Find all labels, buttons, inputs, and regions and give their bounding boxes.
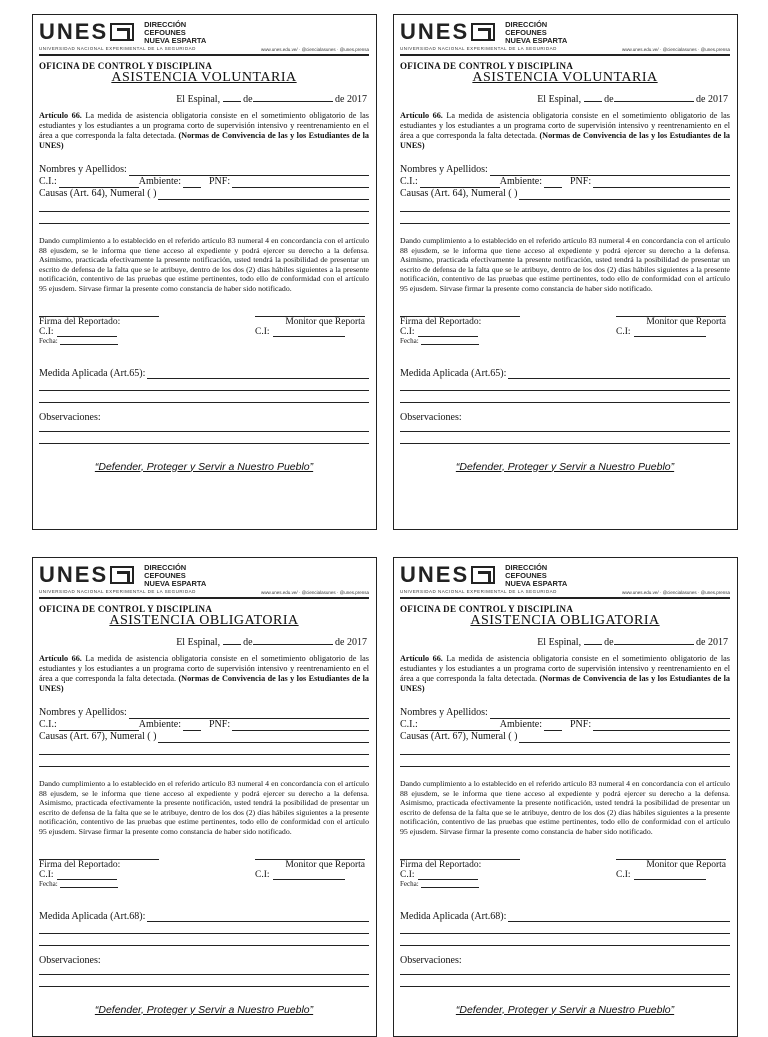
article-number: Artículo 66. — [400, 111, 443, 120]
direction-block — [505, 564, 567, 588]
direction-block — [144, 564, 206, 588]
names-label: Nombres y Apellidos: — [39, 707, 127, 718]
article-reference: (Normas de Convivencia de las y los Estudiantes de la UNES) — [39, 131, 369, 150]
reported-signature-label: Firma del Reportado: — [39, 859, 121, 870]
observaciones-block — [39, 412, 369, 444]
names-label: Nombres y Apellidos: — [400, 164, 488, 175]
direction-line-1: DIRECCIÓN — [144, 563, 187, 572]
observaciones-label: Observaciones: — [400, 954, 462, 966]
motto: “Defender, Proteger y Servir a Nuestro Pueblo” — [94, 460, 314, 473]
form-header — [400, 564, 730, 602]
fecha-label: Fecha: — [400, 879, 419, 888]
pnf-label: PNF: — [209, 176, 231, 187]
monitor-ci-label: C.I: — [616, 326, 631, 337]
direction-line-3: NUEVA ESPARTA — [144, 579, 207, 588]
unes-logo-icon — [110, 566, 134, 584]
day-field[interactable] — [223, 635, 241, 645]
medida-label: Medida Aplicada (Art.68): — [400, 910, 507, 922]
observaciones-line-2[interactable] — [39, 975, 369, 987]
fecha-field[interactable] — [421, 337, 479, 345]
form-title: ASISTENCIA VOLUNTARIA — [472, 70, 658, 85]
medida-block — [39, 911, 369, 946]
monitor-ci-label: C.I: — [616, 869, 631, 880]
medida-line-3[interactable] — [39, 934, 369, 946]
pnf-label: PNF: — [209, 719, 231, 730]
causas-line-2[interactable] — [400, 200, 730, 212]
header-divider — [39, 597, 369, 599]
direction-line-2: CEFOUNES — [144, 571, 186, 580]
student-fields — [39, 164, 369, 224]
unes-logo-icon — [471, 23, 495, 41]
reported-signature-label: Firma del Reportado: — [400, 859, 482, 870]
pnf-field[interactable] — [232, 178, 369, 188]
ambiente-label: Ambiente: — [499, 719, 542, 730]
form-header — [39, 564, 369, 602]
monitor-label: Monitor que Reporta — [285, 316, 365, 327]
monitor-label: Monitor que Reporta — [646, 316, 726, 327]
reported-signature-label: Firma del Reportado: — [400, 316, 482, 327]
observaciones-label: Observaciones: — [39, 954, 101, 966]
direction-line-2: CEFOUNES — [505, 28, 547, 37]
social-links: www.unes.edu.ve/ · @ciencialasunes · @unes.prensa — [261, 47, 369, 52]
article-reference: (Normas de Convivencia de las y los Estudiantes de la UNES) — [39, 674, 369, 693]
notification-text: Dando cumplimiento a lo establecido en el referido artículo 83 numeral 4 en concordancia con el artículo 88 ejusdem, se le informa que tiene acceso al expediente y podrá ejercer su derecho a la defensa. Asimismo, practicada efectivamente la presente notificación, usted tendrá la posibilidad de presentar un escrito de defensa de la falta que se le atribuye, dentro de los dos (2) días hábiles siguientes a la presente notificación, contentivo de las pruebas que estime pertinentes, todo ello de conformidad con el artículo 95 ejusdem. Sírvase firmar la presente como constancia de haber sido notificado. — [39, 236, 369, 293]
article-reference: (Normas de Convivencia de las y los Estudiantes de la UNES) — [400, 674, 730, 693]
social-links: www.unes.edu.ve/ · @ciencialasunes · @unes.prensa — [261, 590, 369, 595]
ci-field[interactable] — [59, 721, 139, 731]
place-label: El Espinal, — [176, 94, 221, 105]
medida-block — [400, 368, 730, 403]
ci-label: C.I.: — [39, 176, 57, 187]
direction-line-3: NUEVA ESPARTA — [144, 36, 207, 45]
form-card-3 — [32, 557, 377, 1037]
causas-line-2[interactable] — [39, 743, 369, 755]
signature-block — [400, 316, 730, 358]
direction-line-1: DIRECCIÓN — [144, 20, 187, 29]
month-field[interactable] — [614, 92, 694, 102]
form-card-2 — [393, 14, 738, 530]
medida-label: Medida Aplicada (Art.65): — [400, 367, 507, 379]
office-name: OFICINA DE CONTROL Y DISCIPLINA — [400, 604, 574, 614]
reported-ci-label: C.I: — [400, 326, 415, 337]
article-body: La medida de asistencia obligatoria consiste en el sometimiento obligatorio de las estudiantes y los estudiantes a un programa corto de supervisión intensivo y reentrenamiento en el área a que corresponda la falta detectada. — [400, 111, 730, 140]
form-card-4 — [393, 557, 738, 1037]
ambiente-label: Ambiente: — [499, 176, 542, 187]
office-name: OFICINA DE CONTROL Y DISCIPLINA — [400, 61, 574, 71]
year-label: de 2017 — [696, 94, 728, 105]
names-label: Nombres y Apellidos: — [400, 707, 488, 718]
monitor-ci-label: C.I: — [255, 869, 270, 880]
header-divider — [400, 54, 730, 56]
pnf-label: PNF: — [570, 719, 592, 730]
medida-line-2[interactable] — [39, 922, 369, 934]
year-label: de 2017 — [335, 94, 367, 105]
observaciones-label: Observaciones: — [39, 411, 101, 423]
direction-line-3: NUEVA ESPARTA — [505, 36, 568, 45]
monitor-ci-field[interactable] — [273, 871, 345, 880]
monitor-ci-field[interactable] — [273, 328, 345, 337]
monitor-label: Monitor que Reporta — [646, 859, 726, 870]
signature-block — [39, 859, 369, 901]
date-line — [39, 635, 369, 648]
causas-line-3[interactable] — [39, 755, 369, 767]
year-label: de 2017 — [335, 637, 367, 648]
office-name: OFICINA DE CONTROL Y DISCIPLINA — [39, 604, 213, 614]
causas-field[interactable] — [519, 733, 730, 743]
article-body: La medida de asistencia obligatoria consiste en el sometimiento obligatorio de las estudiantes y los estudiantes a un programa corto de supervisión intensivo y reentrenamiento en el área a que corresponda la falta detectada. — [400, 654, 730, 683]
fecha-field[interactable] — [421, 880, 479, 888]
medida-block — [39, 368, 369, 403]
ambiente-label: Ambiente: — [138, 176, 181, 187]
direction-block — [505, 21, 567, 45]
form-title: ASISTENCIA OBLIGATORIA — [470, 613, 660, 628]
observaciones-block — [39, 955, 369, 987]
ambiente-field[interactable] — [183, 178, 201, 188]
social-links: www.unes.edu.ve/ · @ciencialasunes · @unes.prensa — [622, 590, 730, 595]
signature-block — [39, 316, 369, 358]
form-card-1 — [32, 14, 377, 530]
reported-ci-label: C.I: — [39, 326, 54, 337]
motto: “Defender, Proteger y Servir a Nuestro Pueblo” — [455, 1003, 675, 1016]
fecha-field[interactable] — [60, 337, 118, 345]
fecha-label: Fecha: — [400, 336, 419, 345]
university-tagline: UNIVERSIDAD NACIONAL EXPERIMENTAL DE LA SEGURIDAD — [39, 589, 196, 594]
observaciones-line-2[interactable] — [39, 432, 369, 444]
medida-line-3[interactable] — [39, 391, 369, 403]
notification-text: Dando cumplimiento a lo establecido en el referido artículo 83 numeral 4 en concordancia con el artículo 88 ejusdem, se le informa que tiene acceso al expediente y podrá ejercer su derecho a la defensa. Asimismo, practicada efectivamente la presente notificación, usted tendrá la posibilidad de presentar un escrito de defensa de la falta que se le atribuye, dentro de los dos (2) días hábiles siguientes a la presente notificación, contentivo de las pruebas que estime pertinentes, todo ello de conformidad con el artículo 95 ejusdem. Sírvase firmar la presente como constancia de haber sido notificado. — [400, 236, 730, 293]
article-text — [400, 654, 730, 694]
medida-line-3[interactable] — [400, 934, 730, 946]
reported-ci-field[interactable] — [418, 328, 478, 337]
causas-label: Causas (Art. 64), Numeral ( ) — [400, 188, 518, 199]
causas-label: Causas (Art. 67), Numeral ( ) — [39, 731, 157, 742]
article-text — [400, 111, 730, 151]
monitor-ci-field[interactable] — [634, 328, 706, 337]
medida-field[interactable] — [508, 912, 730, 922]
medida-line-2[interactable] — [39, 379, 369, 391]
university-tagline: UNIVERSIDAD NACIONAL EXPERIMENTAL DE LA SEGURIDAD — [39, 46, 196, 51]
day-month-separator: de — [243, 637, 253, 648]
observaciones-block — [400, 955, 730, 987]
causas-line-2[interactable] — [400, 743, 730, 755]
names-label: Nombres y Apellidos: — [39, 164, 127, 175]
article-number: Artículo 66. — [39, 654, 82, 663]
pnf-field[interactable] — [593, 721, 730, 731]
date-line — [400, 92, 730, 105]
reported-ci-label: C.I: — [39, 869, 54, 880]
medida-field[interactable] — [147, 912, 369, 922]
place-label: El Espinal, — [176, 637, 221, 648]
ambiente-field[interactable] — [183, 721, 201, 731]
reported-ci-field[interactable] — [418, 871, 478, 880]
student-fields — [400, 164, 730, 224]
direction-line-3: NUEVA ESPARTA — [505, 579, 568, 588]
fecha-label: Fecha: — [39, 879, 58, 888]
observaciones-line-2[interactable] — [400, 432, 730, 444]
unes-logo: UNES — [400, 19, 470, 44]
day-month-separator: de — [604, 94, 614, 105]
names-field[interactable] — [490, 709, 730, 719]
reported-signature-label: Firma del Reportado: — [39, 316, 121, 327]
fecha-label: Fecha: — [39, 336, 58, 345]
article-number: Artículo 66. — [400, 654, 443, 663]
observaciones-line-1[interactable] — [400, 423, 730, 432]
month-field[interactable] — [253, 92, 333, 102]
observaciones-block — [400, 412, 730, 444]
header-divider — [39, 54, 369, 56]
medida-line-3[interactable] — [400, 391, 730, 403]
place-label: El Espinal, — [537, 94, 582, 105]
place-label: El Espinal, — [537, 637, 582, 648]
ci-field[interactable] — [59, 178, 139, 188]
office-name: OFICINA DE CONTROL Y DISCIPLINA — [39, 61, 213, 71]
ci-label: C.I.: — [39, 719, 57, 730]
fecha-field[interactable] — [60, 880, 118, 888]
observaciones-line-1[interactable] — [39, 423, 369, 432]
reported-ci-label: C.I: — [400, 869, 415, 880]
causas-field[interactable] — [158, 190, 369, 200]
direction-line-2: CEFOUNES — [144, 28, 186, 37]
causas-line-3[interactable] — [39, 212, 369, 224]
ci-label: C.I.: — [400, 719, 418, 730]
motto: “Defender, Proteger y Servir a Nuestro Pueblo” — [94, 1003, 314, 1016]
causas-label: Causas (Art. 67), Numeral ( ) — [400, 731, 518, 742]
motto: “Defender, Proteger y Servir a Nuestro Pueblo” — [455, 460, 675, 473]
form-header — [400, 21, 730, 59]
ambiente-field[interactable] — [544, 178, 562, 188]
causas-line-2[interactable] — [39, 200, 369, 212]
article-text — [39, 654, 369, 694]
day-month-separator: de — [604, 637, 614, 648]
medida-label: Medida Aplicada (Art.68): — [39, 910, 146, 922]
medida-label: Medida Aplicada (Art.65): — [39, 367, 146, 379]
ci-label: C.I.: — [400, 176, 418, 187]
direction-block — [144, 21, 206, 45]
notification-text: Dando cumplimiento a lo establecido en el referido artículo 83 numeral 4 en concordancia con el artículo 88 ejusdem, se le informa que tiene acceso al expediente y podrá ejercer su derecho a la defensa. Asimismo, practicada efectivamente la presente notificación, usted tendrá la posibilidad de presentar un escrito de defensa de la falta que se le atribuye, dentro de los dos (2) días hábiles siguientes a la presente notificación, contentivo de las pruebas que estime pertinentes, todo ello de conformidad con el artículo 95 ejusdem. Sírvase firmar la presente como constancia de haber sido notificado. — [400, 779, 730, 836]
ambiente-label: Ambiente: — [138, 719, 181, 730]
medida-line-2[interactable] — [400, 922, 730, 934]
direction-line-1: DIRECCIÓN — [505, 20, 548, 29]
names-field[interactable] — [129, 709, 369, 719]
causas-line-3[interactable] — [400, 755, 730, 767]
direction-line-1: DIRECCIÓN — [505, 563, 548, 572]
month-field[interactable] — [253, 635, 333, 645]
unes-logo: UNES — [39, 562, 109, 587]
date-line — [39, 92, 369, 105]
day-month-separator: de — [243, 94, 253, 105]
day-field[interactable] — [584, 92, 602, 102]
causas-field[interactable] — [519, 190, 730, 200]
observaciones-line-2[interactable] — [400, 975, 730, 987]
pnf-label: PNF: — [570, 176, 592, 187]
form-title: ASISTENCIA OBLIGATORIA — [109, 613, 299, 628]
date-line — [400, 635, 730, 648]
day-field[interactable] — [584, 635, 602, 645]
notification-text: Dando cumplimiento a lo establecido en el referido artículo 83 numeral 4 en concordancia con el artículo 88 ejusdem, se le informa que tiene acceso al expediente y podrá ejercer su derecho a la defensa. Asimismo, practicada efectivamente la presente notificación, usted tendrá la posibilidad de presentar un escrito de defensa de la falta que se le atribuye, dentro de los dos (2) días hábiles siguientes a la presente notificación, contentivo de las pruebas que estime pertinentes, todo ello de conformidad con el artículo 95 ejusdem. Sírvase firmar la presente como constancia de haber sido notificado. — [39, 779, 369, 836]
monitor-ci-label: C.I: — [255, 326, 270, 337]
unes-logo: UNES — [39, 19, 109, 44]
ambiente-field[interactable] — [544, 721, 562, 731]
reported-ci-field[interactable] — [57, 328, 117, 337]
signature-block — [400, 859, 730, 901]
causas-field[interactable] — [158, 733, 369, 743]
article-reference: (Normas de Convivencia de las y los Estudiantes de la UNES) — [400, 131, 730, 150]
monitor-ci-field[interactable] — [634, 871, 706, 880]
names-field[interactable] — [490, 166, 730, 176]
form-header — [39, 21, 369, 59]
pnf-field[interactable] — [593, 178, 730, 188]
article-number: Artículo 66. — [39, 111, 82, 120]
ci-field[interactable] — [420, 721, 500, 731]
medida-field[interactable] — [508, 369, 730, 379]
unes-logo-icon — [471, 566, 495, 584]
article-text — [39, 111, 369, 151]
student-fields — [400, 707, 730, 767]
unes-logo-icon — [110, 23, 134, 41]
student-fields — [39, 707, 369, 767]
university-tagline: UNIVERSIDAD NACIONAL EXPERIMENTAL DE LA SEGURIDAD — [400, 46, 557, 51]
pnf-field[interactable] — [232, 721, 369, 731]
medida-line-2[interactable] — [400, 379, 730, 391]
university-tagline: UNIVERSIDAD NACIONAL EXPERIMENTAL DE LA SEGURIDAD — [400, 589, 557, 594]
observaciones-line-1[interactable] — [400, 966, 730, 975]
year-label: de 2017 — [696, 637, 728, 648]
names-field[interactable] — [129, 166, 369, 176]
unes-logo: UNES — [400, 562, 470, 587]
observaciones-label: Observaciones: — [400, 411, 462, 423]
observaciones-line-1[interactable] — [39, 966, 369, 975]
article-body: La medida de asistencia obligatoria consiste en el sometimiento obligatorio de las estudiantes y los estudiantes a un programa corto de supervisión intensivo y reentrenamiento en el área a que corresponda la falta detectada. — [39, 654, 369, 683]
medida-block — [400, 911, 730, 946]
ci-field[interactable] — [420, 178, 500, 188]
medida-field[interactable] — [147, 369, 369, 379]
article-body: La medida de asistencia obligatoria consiste en el sometimiento obligatorio de las estudiantes y los estudiantes a un programa corto de supervisión intensivo y reentrenamiento en el área a que corresponda la falta detectada. — [39, 111, 369, 140]
month-field[interactable] — [614, 635, 694, 645]
causas-line-3[interactable] — [400, 212, 730, 224]
day-field[interactable] — [223, 92, 241, 102]
monitor-label: Monitor que Reporta — [285, 859, 365, 870]
header-divider — [400, 597, 730, 599]
reported-ci-field[interactable] — [57, 871, 117, 880]
form-title: ASISTENCIA VOLUNTARIA — [111, 70, 297, 85]
causas-label: Causas (Art. 64), Numeral ( ) — [39, 188, 157, 199]
social-links: www.unes.edu.ve/ · @ciencialasunes · @unes.prensa — [622, 47, 730, 52]
direction-line-2: CEFOUNES — [505, 571, 547, 580]
